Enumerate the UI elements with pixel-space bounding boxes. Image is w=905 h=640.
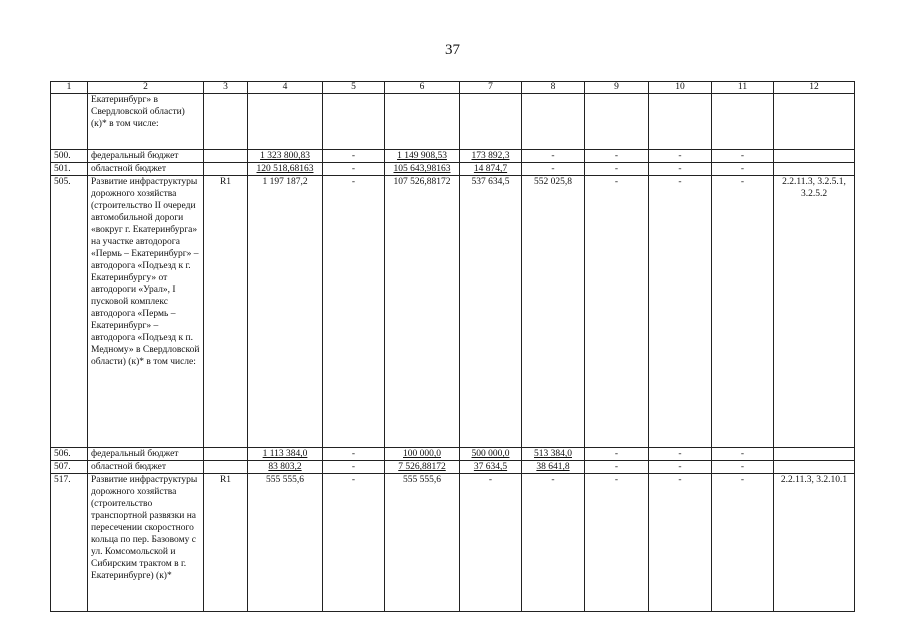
cell xyxy=(585,94,649,150)
cell: R1 xyxy=(204,474,248,612)
row-name: федеральный бюджет xyxy=(88,448,204,461)
cell: 2.2.11.3, 3.2.5.1, 3.2.5.2 xyxy=(774,176,855,448)
cell: - xyxy=(585,176,649,448)
header-cell: 2 xyxy=(88,82,204,94)
cell: 1 113 384,0 xyxy=(248,448,323,461)
cell: 2.2.11.3, 3.2.10.1 xyxy=(774,474,855,612)
cell: - xyxy=(460,474,522,612)
cell: - xyxy=(649,474,712,612)
row-name: Развитие инфраструктуры дорожного хозяйства (строительство II очереди автомобильной дороги «вокруг г. Екатеринбурга» на участке автодорога «Пермь – Екатеринбург» – автодорога «Подъезд к г. Екатеринбургу» от автодороги «Урал», I пусковой комплекс автодорога «Пермь – Екатеринбург» – автодорога «Подъезд к п. Медному» в Свердловской области) (к)* в том числе: xyxy=(88,176,204,448)
cell: 14 874,7 xyxy=(460,163,522,176)
cell xyxy=(712,94,774,150)
cell: 37 634,5 xyxy=(460,461,522,474)
header-cell: 1 xyxy=(51,82,88,94)
cell: - xyxy=(522,150,585,163)
cell: - xyxy=(585,474,649,612)
cell xyxy=(204,94,248,150)
cell: 83 803,2 xyxy=(248,461,323,474)
cell xyxy=(204,150,248,163)
row-name: Развитие инфраструктуры дорожного хозяйства (строительство транспортной развязки на пересечении скоростного кольца по пер. Базовому с ул. Комсомольской и Сибирским трактом в г. Екатеринбурге) (к)* xyxy=(88,474,204,612)
cell xyxy=(774,94,855,150)
cell: 1 323 800,83 xyxy=(248,150,323,163)
cell: - xyxy=(323,474,385,612)
cell: - xyxy=(649,461,712,474)
table-row xyxy=(51,474,855,612)
cell xyxy=(385,94,460,150)
table-row xyxy=(51,163,855,176)
header-row xyxy=(51,82,855,94)
cell: - xyxy=(649,448,712,461)
row-number xyxy=(51,94,88,150)
header-cell: 6 xyxy=(385,82,460,94)
cell: - xyxy=(323,150,385,163)
cell: - xyxy=(585,461,649,474)
header-cell: 10 xyxy=(649,82,712,94)
cell xyxy=(522,94,585,150)
cell: - xyxy=(585,163,649,176)
cell: 105 643,98163 xyxy=(385,163,460,176)
cell: 537 634,5 xyxy=(460,176,522,448)
header-cell: 8 xyxy=(522,82,585,94)
cell xyxy=(649,94,712,150)
cell: - xyxy=(712,448,774,461)
header-cell: 12 xyxy=(774,82,855,94)
cell: 513 384,0 xyxy=(522,448,585,461)
table-row xyxy=(51,176,855,448)
row-name: областной бюджет xyxy=(88,163,204,176)
header-cell: 4 xyxy=(248,82,323,94)
cell: - xyxy=(585,448,649,461)
header-cell: 3 xyxy=(204,82,248,94)
cell: 38 641,8 xyxy=(522,461,585,474)
cell: 500 000,0 xyxy=(460,448,522,461)
cell xyxy=(204,163,248,176)
cell: - xyxy=(323,448,385,461)
cell: 1 197 187,2 xyxy=(248,176,323,448)
cell: - xyxy=(712,176,774,448)
cell xyxy=(460,94,522,150)
header-cell: 5 xyxy=(323,82,385,94)
cell: - xyxy=(712,474,774,612)
cell: - xyxy=(323,176,385,448)
cell: - xyxy=(712,461,774,474)
cell xyxy=(774,163,855,176)
table-row xyxy=(51,94,855,150)
row-number: 500. xyxy=(51,150,88,163)
cell: 107 526,88172 xyxy=(385,176,460,448)
row-number: 507. xyxy=(51,461,88,474)
cell: - xyxy=(323,163,385,176)
table-row xyxy=(51,150,855,163)
cell xyxy=(774,448,855,461)
row-number: 506. xyxy=(51,448,88,461)
budget-table xyxy=(50,81,855,612)
cell: - xyxy=(585,150,649,163)
cell: 1 149 908,53 xyxy=(385,150,460,163)
cell: - xyxy=(649,163,712,176)
cell: - xyxy=(522,474,585,612)
table-row xyxy=(51,448,855,461)
cell: - xyxy=(323,461,385,474)
row-number: 517. xyxy=(51,474,88,612)
cell: 173 892,3 xyxy=(460,150,522,163)
cell: 555 555,6 xyxy=(385,474,460,612)
header-cell: 11 xyxy=(712,82,774,94)
cell: - xyxy=(712,163,774,176)
row-name: Екатеринбург» в Свердловской области) (к)* в том числе: xyxy=(88,94,204,150)
cell: - xyxy=(649,150,712,163)
cell xyxy=(248,94,323,150)
header-cell: 7 xyxy=(460,82,522,94)
cell xyxy=(204,461,248,474)
page-number: 37 xyxy=(445,42,460,58)
row-name: областной бюджет xyxy=(88,461,204,474)
table-row xyxy=(51,461,855,474)
header-cell: 9 xyxy=(585,82,649,94)
cell xyxy=(774,150,855,163)
cell: - xyxy=(522,163,585,176)
cell: 7 526,88172 xyxy=(385,461,460,474)
cell xyxy=(323,94,385,150)
cell xyxy=(774,461,855,474)
cell: 552 025,8 xyxy=(522,176,585,448)
cell xyxy=(204,448,248,461)
cell: 555 555,6 xyxy=(248,474,323,612)
cell: 120 518,68163 xyxy=(248,163,323,176)
row-number: 505. xyxy=(51,176,88,448)
cell: - xyxy=(712,150,774,163)
cell: 100 000,0 xyxy=(385,448,460,461)
cell: - xyxy=(649,176,712,448)
row-name: федеральный бюджет xyxy=(88,150,204,163)
row-number: 501. xyxy=(51,163,88,176)
cell: R1 xyxy=(204,176,248,448)
